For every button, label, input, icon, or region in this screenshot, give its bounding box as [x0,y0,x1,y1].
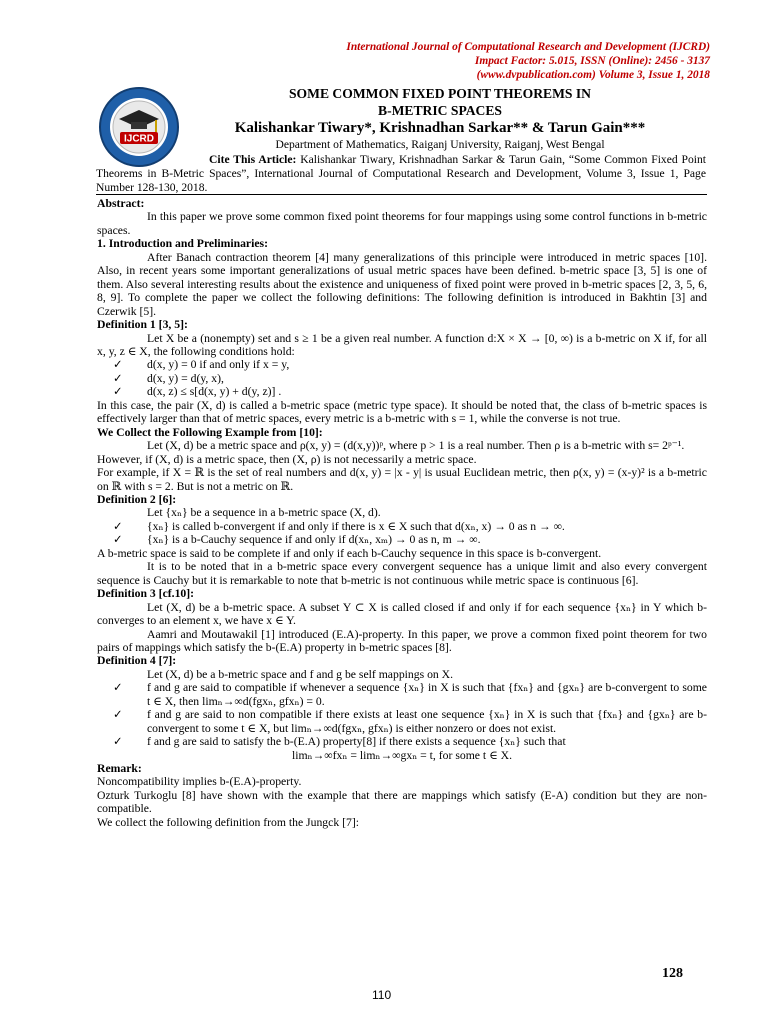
definition4-item: ✓ f and g are said to satisfy the b-(E.A) property[8] if there exists a sequence {xₙ} such that [113,735,566,749]
remark-text: Ozturk Turkoglu [8] have shown with the example that there are mappings which satisfy (E-A) condition but they are non- compatible. [97,788,707,816]
example-text: However, if (X, d) is a metric space, then (X, ρ) is not necessarily a metric space. [97,452,477,466]
footer-number: 110 [372,988,392,1002]
journal-header [150,40,710,82]
check-mark-icon: ✓ [113,708,123,722]
example-text: Let (X, d) be a metric space and ρ(x, y) = (d(x,y))ᵖ, where p > 1 is a real number. Then ρ is a b-metric with s= 2ᵖ⁻¹. [147,439,685,453]
example-heading: We Collect the Following Example from [10]: [97,425,323,439]
remark-text: We collect the following definition from the Jungck [7]: [97,815,359,829]
author-affiliation: Department of Mathematics, Raiganj University, Raiganj, West Bengal [275,138,605,151]
definition2-item: ✓ {xₙ} is called b-convergent if and only if there is x ∈ X such that d(xₙ, x) → 0 as n → ∞. [113,519,565,533]
example-text: For example, if X = ℝ is the set of real numbers and d(x, y) = |x - y| is usual Euclidean metric, then ρ(x, y) = (x-y)² is a b-metric on ℝ with s = 2. But is not a metric on ℝ. [97,466,707,493]
definition3-heading: Definition 3 [cf.10]: [97,587,195,601]
definition1-heading: Definition 1 [3, 5]: [97,318,188,332]
definition1-after: In this case, the pair (X, d) is called a b-metric space (metric type space). It should be noted that, the class of b-metric spaces is effectively larger than that of metric spaces, every metric is a b-metric with s = 1, while the converse is not true. [97,398,707,426]
journal-impact: Impact Factor: 5.015, ISSN (Online): 2456 - 3137 [474,55,710,67]
definition3-text: Let (X, d) be a b-metric space. A subset Y ⊂ X is called closed if and only if for each sequence {xₙ} in Y which b-converges to an element x, we have x ∈ Y. [97,600,707,628]
paper-title-line1: SOME COMMON FIXED POINT THEOREMS IN [289,86,591,101]
remark-text: Noncompatibility implies b-(E.A)-property. [97,775,302,789]
citation-block [96,153,706,195]
paper-title-line2: B-METRIC SPACES [378,103,502,118]
header-divider [96,194,707,195]
definition1-item: ✓ d(x, y) = d(y, x), [113,371,224,385]
cite-label: Cite This Article: [209,153,297,166]
logo-text: IJCRD [123,133,155,145]
definition2-heading: Definition 2 [6]: [97,492,177,506]
journal-name: International Journal of Computational Research and Development (IJCRD) [346,41,710,53]
paper-authors: Kalishankar Tiwary*, Krishnadhan Sarkar** & Tarun Gain*** [234,120,646,136]
definition1-item: ✓ d(x, z) ≤ s[d(x, y) + d(y, z)] . [113,385,282,399]
section1-heading: 1. Introduction and Preliminaries: [97,237,268,251]
check-mark-icon: ✓ [113,385,123,399]
definition2-after: A b-metric space is said to be complete if and only if each b-Cauchy sequence in this space is b-convergent. [97,546,602,560]
definition4-item: ✓ f and g are said to compatible if whenever a sequence {xₙ} in X is such that {fxₙ} and {gxₙ} are b-convergent to some t ∈ X, then limₙ→∞d(fgxₙ, gfxₙ) = 0. [113,681,707,708]
journal-volume: (www.dvpublication.com) Volume 3, Issue 1, 2018 [476,69,710,81]
check-mark-icon: ✓ [113,533,123,547]
check-mark-icon: ✓ [113,681,123,695]
abstract-text: In this paper we prove some common fixed point theorems for four mappings using some control functions in b-metric spaces. [97,210,707,237]
check-mark-icon: ✓ [113,519,123,533]
abstract-heading: Abstract: [97,197,145,210]
check-mark-icon: ✓ [113,371,123,385]
cite-text: Kalishankar Tiwary, Krishnadhan Sarkar & Tarun Gain, “Some Common Fixed Point Theorems in B-Metric Spaces”, International Journal of Computational Research and Development, Volume 3, Issue 1, Page Number 128-130, 2018. [96,153,707,194]
check-mark-icon: ✓ [113,358,123,372]
definition4-formula: limₙ→∞fxₙ = limₙ→∞gxₙ = t, for some t ∈ X. [291,748,513,762]
check-mark-icon: ✓ [113,735,123,749]
definition3-after: Aamri and Moutawakil [1] introduced (E.A)-property. In this paper, we prove a common fixed point theorem for two pairs of mappings which satisfy the b-(E.A) property in b-metric spaces [8]. [97,627,707,654]
definition2-text: Let {xₙ} be a sequence in a b-metric space (X, d). [147,506,381,520]
page-number: 128 [662,966,683,981]
definition4-item: ✓ f and g are said to non compatible if there exists at least one sequence {xₙ} in X is such that {fxₙ} and {gxₙ} are b-convergent to some t ∈ X, but limₙ→∞d(fgxₙ, gfxₙ) is either nonzero or does not exist. [113,708,707,735]
definition2-item: ✓ {xₙ} is a b-Cauchy sequence if and only if d(xₙ, xₘ) → 0 as n, m → ∞. [113,533,481,547]
definition1-text: Let X be a (nonempty) set and s ≥ 1 be a given real number. A function d:X × X → [0, ∞) is a b-metric on X if, for all x, y, z ∈ X, the following conditions hold: [97,331,707,358]
definition1-item: ✓ d(x, y) = 0 if and only if x = y, [113,358,290,372]
definition2-after: It is to be noted that in a b-metric space every convergent sequence has a unique limit and also every convergent sequence is Cauchy but it is remarkable to note that b-metric is not continuous while metric space is continuous [6]. [97,560,707,587]
paper-body [97,197,707,829]
definition4-text: Let (X, d) be a b-metric space and f and g be self mappings on X. [147,667,454,681]
definition4-heading: Definition 4 [7]: [97,654,177,668]
remark-heading: Remark: [97,762,142,776]
section1-text: After Banach contraction theorem [4] many generalizations of this principle were introduced in metric spaces [10]. Also, in recent years some important generalizations of usual metric spaces have been defined. b-metric space [3, 5] is one of them. Also several interesting results about the existence and uniqueness of fixed point were proved in b-metric spaces [2, 3, 5, 6, 8, 9]. To complete the paper we collect the following definitions: The following definition is introduced in Bakhtin [3] and Czerwik [5]. [97,250,707,318]
